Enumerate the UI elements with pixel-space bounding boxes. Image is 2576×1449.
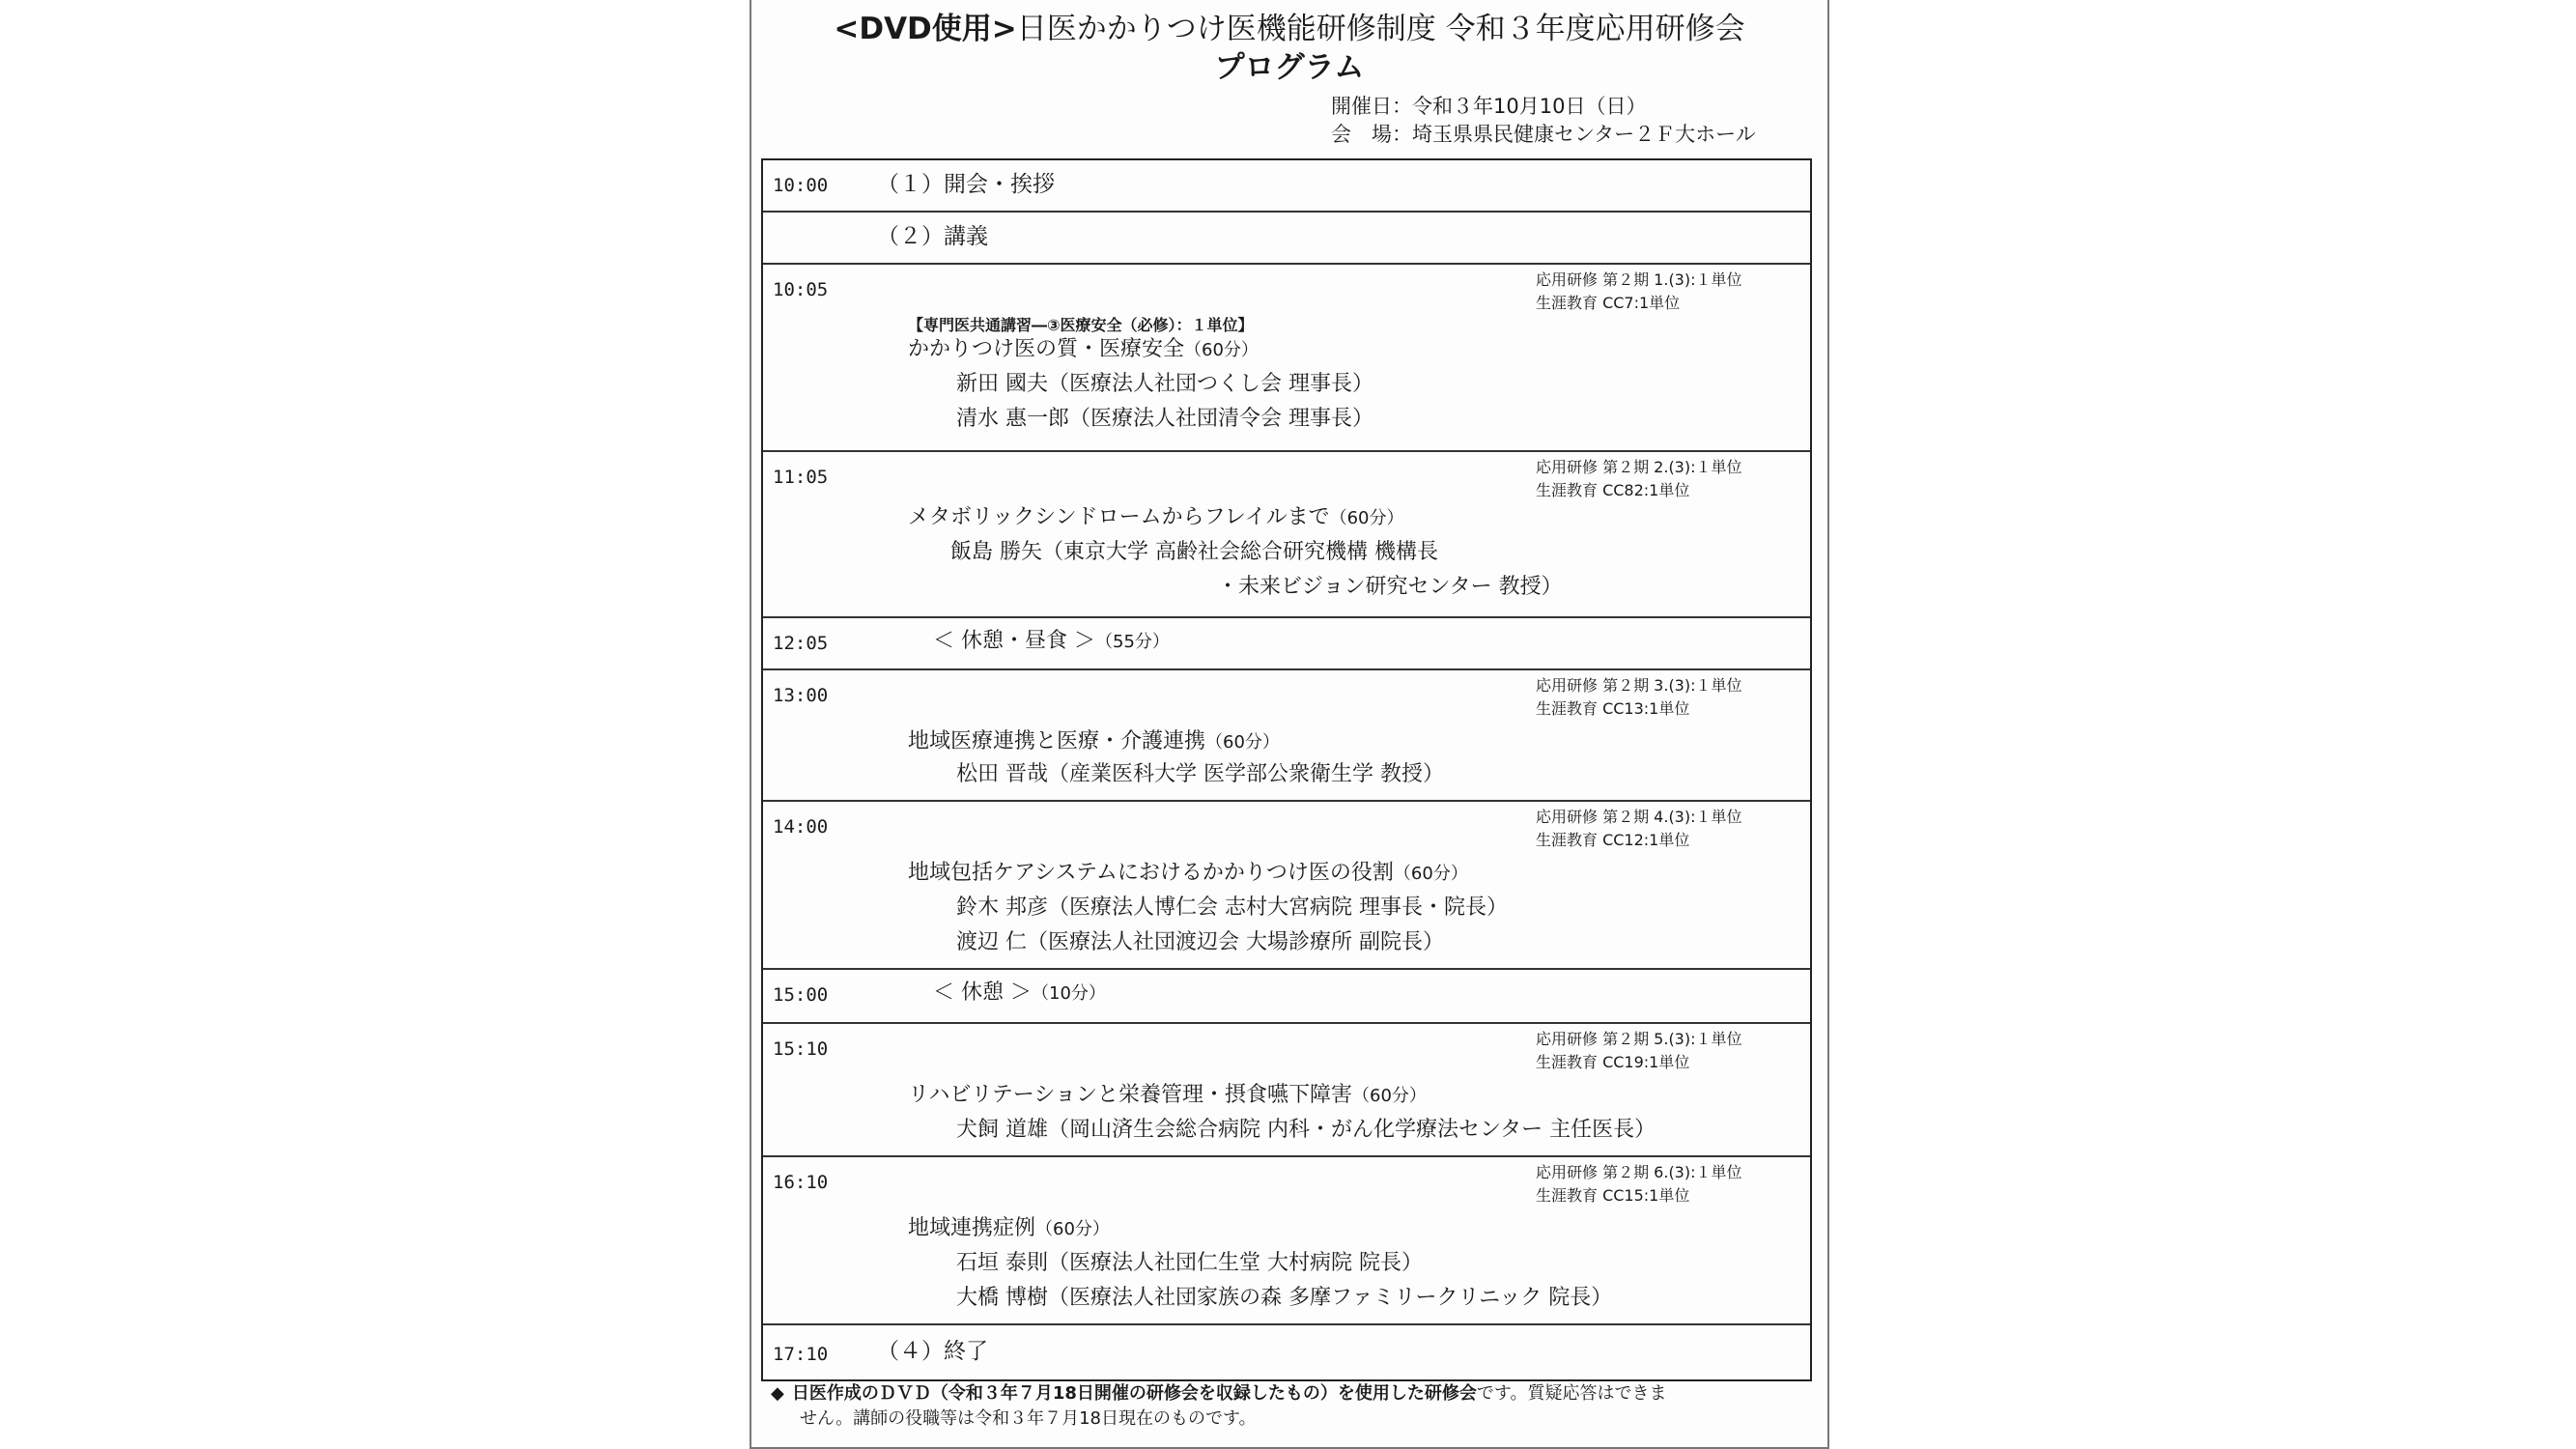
topic-title: メタボリックシンドロームからフレイルまで [908,505,1330,529]
topic-duration: （60分） [1035,1219,1110,1239]
footer-note-line2: せん。講師の役職等は令和３年７月18日現在のものです。 [800,1408,1257,1429]
break-label [933,626,1170,658]
session-speaker: 飯島 勝矢（東京大学 高齢社会総合研究機構 機構長 [950,540,1438,564]
row-heading: （１）開会・挨拶 [877,172,1055,197]
program-row-session [763,265,1810,452]
session-speaker: 清水 惠一郎（医療法人社団清令会 理事長） [956,407,1373,431]
session-speaker: 鈴木 邦彦（医療法人博仁会 志村大宮病院 理事長・院長） [956,895,1508,920]
session-topic [908,1080,1427,1112]
program-row-lunch [763,618,1810,670]
program-row-session [763,1024,1810,1157]
event-venue: 会 場：埼玉県県民健康センター２Ｆ大ホール [1331,123,1756,146]
topic-title: 地域連携症例 [908,1216,1036,1240]
row-time: 17:10 [773,1344,829,1365]
session-topic [908,502,1404,534]
diamond-bullet-icon: ◆ [771,1383,784,1404]
row-time: 13:00 [773,685,829,706]
credit-applied: 応用研修 第２期 3.(3):１単位 [1536,676,1742,695]
footer-note-line1 [771,1381,1804,1406]
break-label [933,978,1106,1009]
row-time: 14:00 [773,816,829,838]
row-heading: （４）終了 [877,1339,988,1364]
topic-title: 地域医療連携と医療・介護連携 [908,729,1206,753]
credit-applied: 応用研修 第２期 2.(3):１単位 [1536,458,1742,476]
break-duration: （55分） [1095,632,1170,652]
credit-lifelong: 生涯教育 CC13:1単位 [1536,699,1690,718]
title-prefix: <DVD使用> [834,12,1017,46]
credit-lifelong: 生涯教育 CC82:1単位 [1536,481,1690,499]
row-time: 10:00 [773,175,829,196]
session-speaker-continuation: ・未来ビジョン研究センター 教授） [1217,575,1563,599]
credit-applied: 応用研修 第２期 6.(3):１単位 [1536,1163,1742,1181]
event-date: 開催日：令和３年10月10日（日） [1331,95,1647,118]
row-time: 15:10 [773,1038,829,1060]
session-tag: 【専門医共通講習―③医療安全（必修）：１単位】 [908,316,1254,334]
footer-note-bold: 日医作成のＤＶＤ（令和３年７月18日開催の研修会を収録したもの）を使用した研修会 [791,1383,1477,1404]
credit-lifelong: 生涯教育 CC7:1単位 [1536,294,1681,312]
credit-applied: 応用研修 第２期 4.(3):１単位 [1536,808,1742,826]
topic-duration: （60分） [1393,864,1468,884]
topic-duration: （60分） [1352,1086,1427,1106]
session-topic [908,726,1280,758]
program-row-opening [763,160,1810,213]
session-speaker: 渡辺 仁（医療法人社団渡辺会 大場診療所 副院長） [956,930,1444,954]
program-row-session [763,802,1810,970]
credit-lifelong: 生涯教育 CC12:1単位 [1536,831,1690,849]
session-topic [908,1213,1110,1245]
session-speaker: 松田 晋哉（産業医科大学 医学部公衆衛生学 教授） [956,762,1444,786]
document-title [751,10,1827,48]
break-title: ＜ 休憩・昼食 ＞ [933,629,1095,653]
topic-title: 地域包括ケアシステムにおけるかかりつけ医の役割 [908,861,1394,885]
row-heading: （２）講義 [877,224,988,249]
topic-duration: （60分） [1205,732,1280,753]
program-row-closing [763,1325,1810,1379]
footer-note [771,1381,1804,1432]
topic-title: リハビリテーションと栄養管理・摂食嚥下障害 [908,1083,1353,1107]
document-page [750,0,1829,1449]
program-row-rest [763,970,1810,1024]
session-speaker: 大橋 博樹（医療法人社団家族の森 多摩ファミリークリニック 院長） [956,1286,1613,1310]
row-time: 10:05 [773,279,829,300]
topic-title: かかりつけ医の質・医療安全 [908,337,1185,361]
document-subtitle: プログラム [1214,50,1365,85]
session-topic [908,858,1468,890]
row-time: 16:10 [773,1172,829,1193]
program-row-lecture-heading [763,213,1810,265]
program-table [761,158,1812,1381]
credit-applied: 応用研修 第２期 1.(3):１単位 [1536,270,1742,289]
row-time: 12:05 [773,633,829,654]
program-row-session [763,452,1810,618]
credit-applied: 応用研修 第２期 5.(3):１単位 [1536,1030,1742,1048]
topic-duration: （60分） [1184,340,1259,360]
session-speaker: 新田 國夫（医療法人社団つくし会 理事長） [956,372,1373,396]
program-row-session [763,1157,1810,1325]
row-time: 11:05 [773,467,829,488]
session-speaker: 石垣 泰則（医療法人社団仁生堂 大村病院 院長） [956,1251,1423,1275]
credit-lifelong: 生涯教育 CC19:1単位 [1536,1053,1690,1071]
session-topic [908,334,1259,366]
break-duration: （10分） [1032,983,1106,1004]
break-title: ＜ 休憩 ＞ [933,980,1032,1005]
session-speaker: 犬飼 道雄（岡山済生会総合病院 内科・がん化学療法センター 主任医長） [956,1118,1656,1142]
credit-lifelong: 生涯教育 CC15:1単位 [1536,1186,1690,1205]
row-time: 15:00 [773,984,829,1006]
program-row-session [763,670,1810,802]
topic-duration: （60分） [1329,508,1404,528]
title-main: 日医かかりつけ医機能研修制度 令和３年度応用研修会 [1016,12,1745,46]
footer-note-text: です。質疑応答はできま [1476,1383,1667,1404]
